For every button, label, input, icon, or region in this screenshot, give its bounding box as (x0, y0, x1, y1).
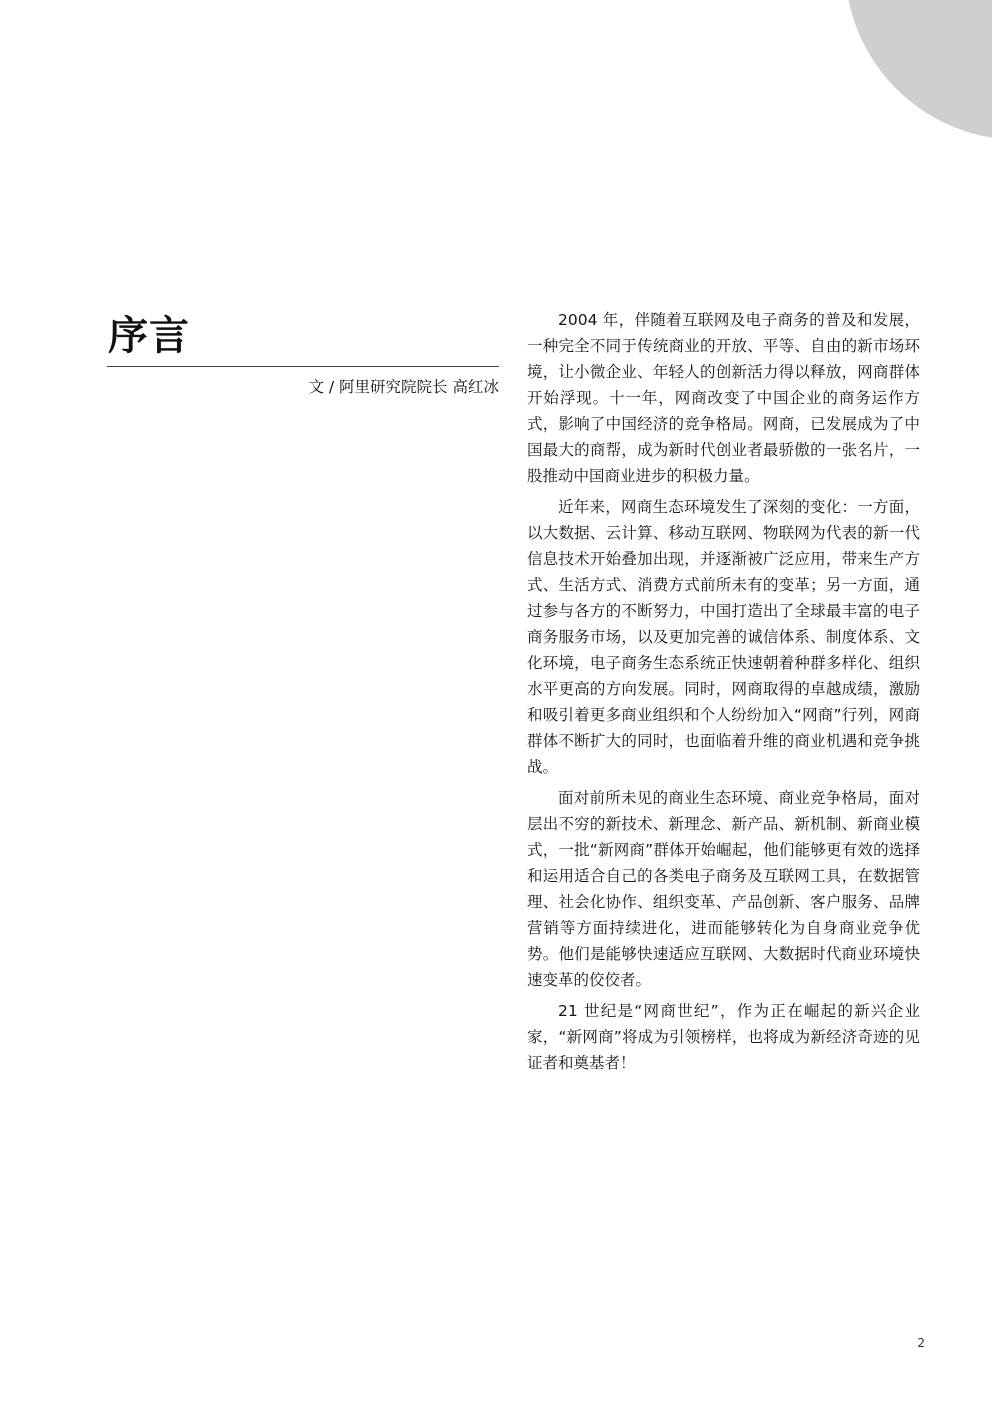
body-text (527, 307, 920, 1081)
page-number: 2 (917, 1336, 925, 1350)
decorative-corner-circle (845, 0, 992, 140)
title-divider (107, 366, 499, 367)
paragraph: 近年来，网商生态环境发生了深刻的变化：一方面，以大数据、云计算、移动互联网、物联网为代表的新一代信息技术开始叠加出现，并逐渐被广泛应用，带来生产方式、生活方式、消费方式前所未有的变革；另一方面，通过参与各方的不断努力，中国打造出了全球最丰富的电子商务服务市场，以及更加完善的诚信体系、制度体系、文化环境，电子商务生态系统正快速朝着种群多样化、组织水平更高的方向发展。同时，网商取得的卓越成绩，激励和吸引着更多商业组织和个人纷纷加入“网商”行列，网商群体不断扩大的同时，也面临着升维的商业机遇和竞争挑战。 (527, 498, 920, 776)
author-byline: 文 / 阿里研究院院长 高红冰 (308, 378, 499, 396)
page-title: 序言 (108, 313, 190, 359)
paragraph: 21 世纪是“网商世纪”，作为正在崛起的新兴企业家，“新网商”将成为引领榜样，也将成为新经济奇迹的见证者和奠基者！ (527, 1002, 920, 1072)
paragraph: 2004 年，伴随着互联网及电子商务的普及和发展，一种完全不同于传统商业的开放、平等、自由的新市场环境，让小微企业、年轻人的创新活力得以释放，网商群体开始浮现。十一年，网商改变了中国企业的商务运作方式，影响了中国经济的竞争格局。网商，已发展成为了中国最大的商帮，成为新时代创业者最骄傲的一张名片，一股推动中国商业进步的积极力量。 (527, 311, 920, 485)
title-block (107, 310, 499, 398)
paragraph: 面对前所未见的商业生态环境、商业竞争格局，面对层出不穷的新技术、新理念、新产品、新机制、新商业模式，一批“新网商”群体开始崛起，他们能够更有效的选择和运用适合自己的各类电子商务及互联网工具，在数据管理、社会化协作、组织变革、产品创新、客户服务、品牌营销等方面持续进化，进而能够转化为自身商业竞争优势。他们是能够快速适应互联网、大数据时代商业环境快速变革的佼佼者。 (527, 789, 920, 989)
